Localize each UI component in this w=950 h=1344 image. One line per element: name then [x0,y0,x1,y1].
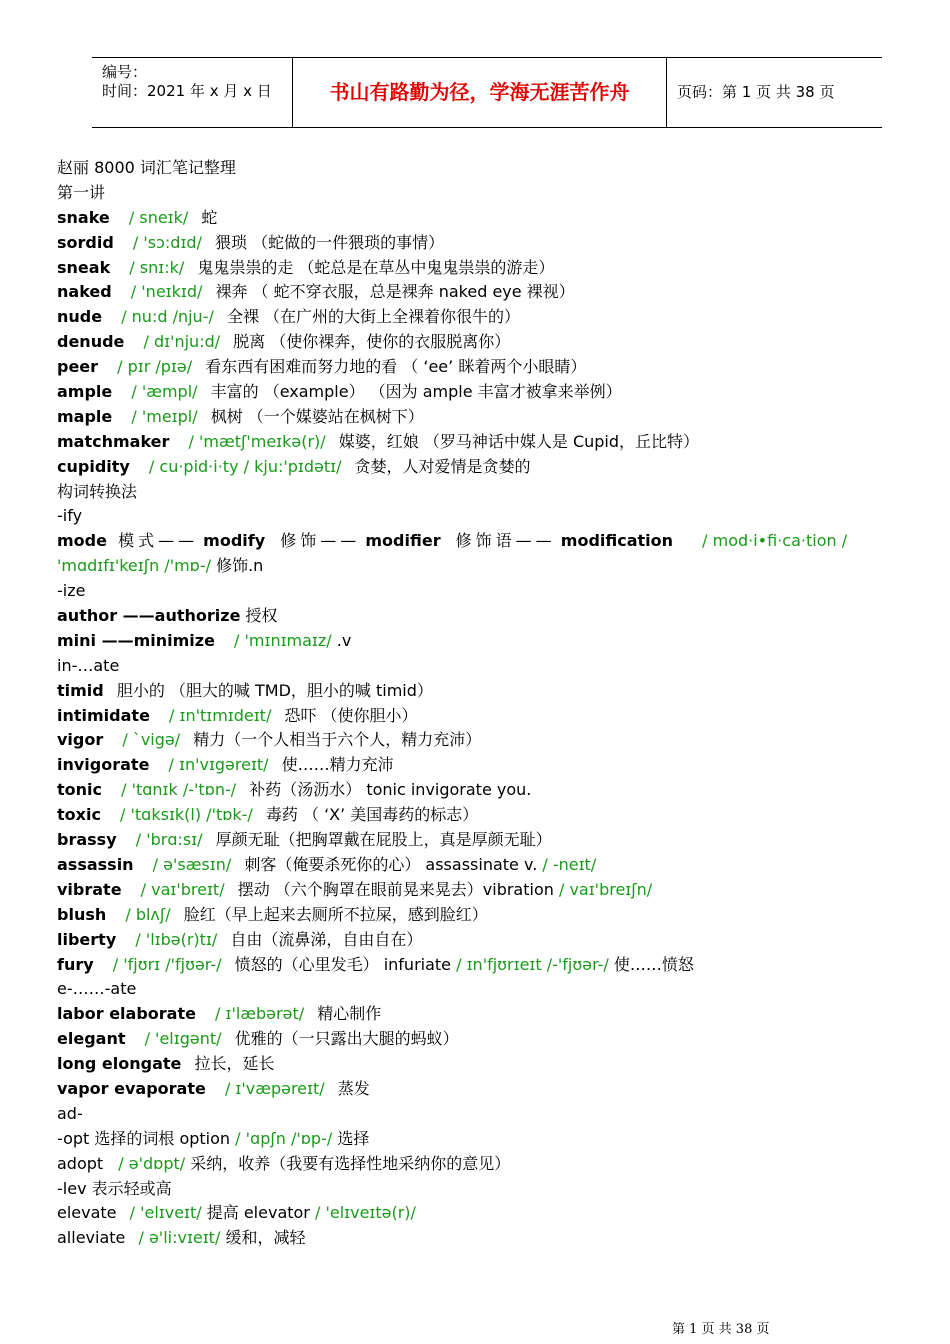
phonetic: / 'ɑpʃn /'ɒp-/ [235,1128,333,1148]
phonetic: / `vigə/ [122,730,181,750]
suffix-heading: -ify [57,506,83,526]
headword: blush [57,904,107,924]
adopt-line [57,1152,937,1177]
phonetic: / 'meɪpl/ [131,406,198,426]
header-page-label: 页码：第 1 页 共 38 页 [677,83,835,101]
entry-line [57,231,937,256]
note: 模式—— [118,531,199,551]
note: 媒婆，红娘 （罗马神话中媒人是 Cupid，丘比特） [338,431,700,451]
note: 看东西有困难而努力地的看 （ ‘ee’ 眯着两个小眼睛） [205,357,587,377]
root-text: -opt 选择的词根 option [57,1128,231,1148]
headword: invigorate [57,755,150,775]
note: 修饰.n [216,556,264,576]
note: 采纳，收养（我要有选择性地采纳你的意见） [190,1153,511,1173]
headword: timid [57,680,104,700]
entry-line [57,878,937,903]
note: 精心制作 [317,1004,382,1024]
opt-line [57,1127,937,1152]
note: 提高 elevator [206,1203,310,1223]
headword: modifier [365,531,441,551]
prefix-heading: e-……-ate [57,979,137,999]
headword: vigor [57,730,104,750]
phonetic: / -neɪt/ [542,854,597,874]
phonetic: / ɪ'læbərət/ [215,1004,305,1024]
section-heading: 构词转换法 [57,481,138,501]
phonetic: / ə'dɒpt/ [118,1153,186,1173]
note: 愤怒的（心里发毛） infuriate [234,954,452,974]
elevate-line [57,1201,937,1226]
note: 使……愤怒 [613,954,694,974]
phonetic: / ə'sæsɪn/ [152,854,232,874]
phonetic: / 'neɪkɪd/ [130,282,203,302]
phonetic: / vaɪ'breɪt/ [140,879,225,899]
doc-title: 赵丽 8000 词汇笔记整理 [57,158,236,177]
note: 摆动 （六个胸罩在眼前晃来晃去）vibration [237,879,554,899]
prefix-heading: ad- [57,1103,83,1123]
phonetic: / 'mætʃ'meɪkə(r)/ [188,431,326,451]
entry-line [57,405,937,430]
entry-line [57,1027,937,1052]
headword: maple [57,406,113,426]
phonetic: / 'sɔ:dɪd/ [132,232,202,252]
phonetic: / cu·pid·i·ty / kju:'pɪdətɪ/ [148,456,342,476]
entry-line [57,355,937,380]
phonetic: 'mɑdɪfɪ'keɪʃn /'mɒ-/ [57,556,211,576]
phonetic: / 'tɑnɪk /-'tɒn-/ [121,780,237,800]
note: 丰富的 （example） （因为 ample 丰富才被拿来举例） [210,382,622,402]
headword: snake [57,207,110,227]
note: 脸红（早上起来去厕所不拉屎，感到脸红） [183,904,488,924]
note: 胆小的 （胆大的喊 TMD，胆小的喊 timid） [116,680,433,700]
phonetic: / ɪn'tɪmɪdeɪt/ [169,705,272,725]
phonetic: / 'elɪgənt/ [144,1029,222,1049]
headword: matchmaker [57,431,170,451]
headword: ample [57,382,113,402]
headword: intimidate [57,705,150,725]
phonetic: / ɪ'væpəreɪt/ [224,1078,325,1098]
entry-line [57,803,937,828]
headword: liberty [57,929,117,949]
headword: naked [57,282,112,302]
headword: vibrate [57,879,122,899]
phonetic: / 'elɪveɪtə(r)/ [314,1203,416,1223]
note: 修饰语—— [455,531,556,551]
mini-line [57,629,937,654]
headword: toxic [57,805,101,825]
time-label: 时间：2021 年 x 月 x 日 [102,82,272,100]
entry-list-3 [57,1002,937,1102]
notes-body [57,156,937,1251]
serial-label: 编号： [102,63,148,81]
note: 蛇 [201,207,218,227]
headword: elegant [57,1029,126,1049]
note: 裸奔 （ 蛇不穿衣服，总是裸奔 naked eye 裸视） [215,282,575,302]
entry-list-1 [57,206,937,480]
entry-line [57,305,937,330]
note: 枫树 （一个媒婆站在枫树下） [210,406,424,426]
phonetic: / vaɪ'breɪʃn/ [558,879,653,899]
mode-line [57,529,937,554]
headword: brassy [57,830,117,850]
note: 自由（流鼻涕，自由自在） [230,929,423,949]
prefix-heading: in-…ate [57,655,120,675]
phonetic: / 'fjʊrɪ /'fjʊər-/ [112,954,222,974]
entry-line [57,1002,937,1027]
entry-line [57,679,937,704]
entry-line [57,206,937,231]
entry-line [57,430,937,455]
phonetic: / blʌʃ/ [125,904,171,924]
phonetic: / sneɪk/ [128,207,189,227]
phonetic: / 'mɪnɪmaɪz/ [234,630,332,650]
note: 优雅的（一只露出大腿的蚂蚁） [234,1029,459,1049]
note: 授权 [245,606,278,626]
headword: labor elaborate [57,1004,196,1024]
lecture-heading: 第一讲 [57,182,106,202]
entry-line [57,778,937,803]
headword: mini ——minimize [57,630,215,650]
alleviate-line [57,1226,937,1251]
phonetic: / 'brɑ:sɪ/ [135,830,203,850]
note: 厚颜无耻（把胸罩戴在屁股上，真是厚颜无耻） [215,830,552,850]
phonetic: / snɪ:k/ [129,257,185,277]
entry-line [57,853,937,878]
author-line [57,604,937,629]
entry-line [57,704,937,729]
note: .v [336,630,352,650]
entry-line [57,953,937,978]
entry-line [57,1052,937,1077]
phonetic: / ə'li:vɪeɪt/ [138,1228,221,1248]
page-header [92,57,882,128]
entry-line [57,928,937,953]
phonetic: / ɪn'vɪgəreɪt/ [168,755,269,775]
headword: assassin [57,854,134,874]
headword: nude [57,307,103,327]
note: 贪婪，人对爱情是贪婪的 [354,456,531,476]
headword: author ——authorize [57,606,241,626]
note: 选择 [337,1128,370,1148]
page-footer: 第 1 页 共 38 页 [672,1322,770,1337]
header-motto: 书山有路勤为径，学海无涯苦作舟 [293,58,667,127]
phonetic: / 'elɪveɪt/ [129,1203,202,1223]
phonetic: / ɪn'fjʊrɪeɪt /-'fjʊər-/ [456,954,609,974]
note: 脱离 （使你裸奔，使你的衣服脱离你） [233,332,511,352]
phonetic: / 'lɪbə(r)tɪ/ [135,929,218,949]
headword: sneak [57,257,111,277]
headword: fury [57,954,94,974]
phonetic: / mod·i•fi·ca·tion / [702,531,848,551]
note: 全裸 （在广州的大街上全裸着你很牛的） [226,307,521,327]
headword: alleviate [57,1228,126,1248]
note: 蒸发 [337,1078,370,1098]
suffix-heading: -ize [57,581,86,601]
entry-line [57,380,937,405]
note: 修饰—— [280,531,361,551]
headword: cupidity [57,456,130,476]
note: 精力（一个人相当于六个人，精力充沛） [193,730,482,750]
note: 刺客（俺要杀死你的心） assassinate v. [244,854,538,874]
entry-line [57,903,937,928]
note: 鬼鬼祟祟的走 （蛇总是在草丛中鬼鬼祟祟的游走） [197,257,555,277]
phonetic: / dɪ'nju:d/ [143,332,221,352]
note: 缓和，减轻 [225,1228,306,1248]
note: 补药（汤沥水） tonic invigorate you. [249,780,532,800]
note: 使……精力充沛 [281,755,394,775]
headword: sordid [57,232,114,252]
entry-line [57,256,937,281]
phonetic: / 'tɑksɪk(l) /'tɒk-/ [120,805,253,825]
entry-list-2 [57,679,937,978]
note: 猥琐 （蛇做的一件猥琐的事情） [215,232,445,252]
mode-line-cont [57,554,937,579]
headword: adopt [57,1153,104,1173]
headword: long elongate [57,1054,182,1074]
phonetic: / nu:d /nju-/ [121,307,214,327]
headword: mode [57,531,107,551]
phonetic: / 'æmpl/ [131,382,198,402]
lev-line: -lev 表示轻或高 [57,1178,172,1198]
headword: tonic [57,780,102,800]
headword: modify [203,531,266,551]
note: 毒药 （ ‘X’ 美国毒药的标志） [265,805,479,825]
note: 恐吓 （使你胆小） [284,705,418,725]
entry-line [57,728,937,753]
entry-line [57,828,937,853]
header-meta [92,58,293,127]
headword: denude [57,332,125,352]
entry-line [57,753,937,778]
note: 拉长，延长 [194,1054,275,1074]
entry-line [57,330,937,355]
headword: modification [560,531,674,551]
phonetic: / pɪr /pɪə/ [117,357,193,377]
entry-line [57,280,937,305]
headword: peer [57,357,99,377]
headword: elevate [57,1203,117,1223]
entry-line [57,455,937,480]
headword: vapor evaporate [57,1078,206,1098]
entry-line [57,1077,937,1102]
